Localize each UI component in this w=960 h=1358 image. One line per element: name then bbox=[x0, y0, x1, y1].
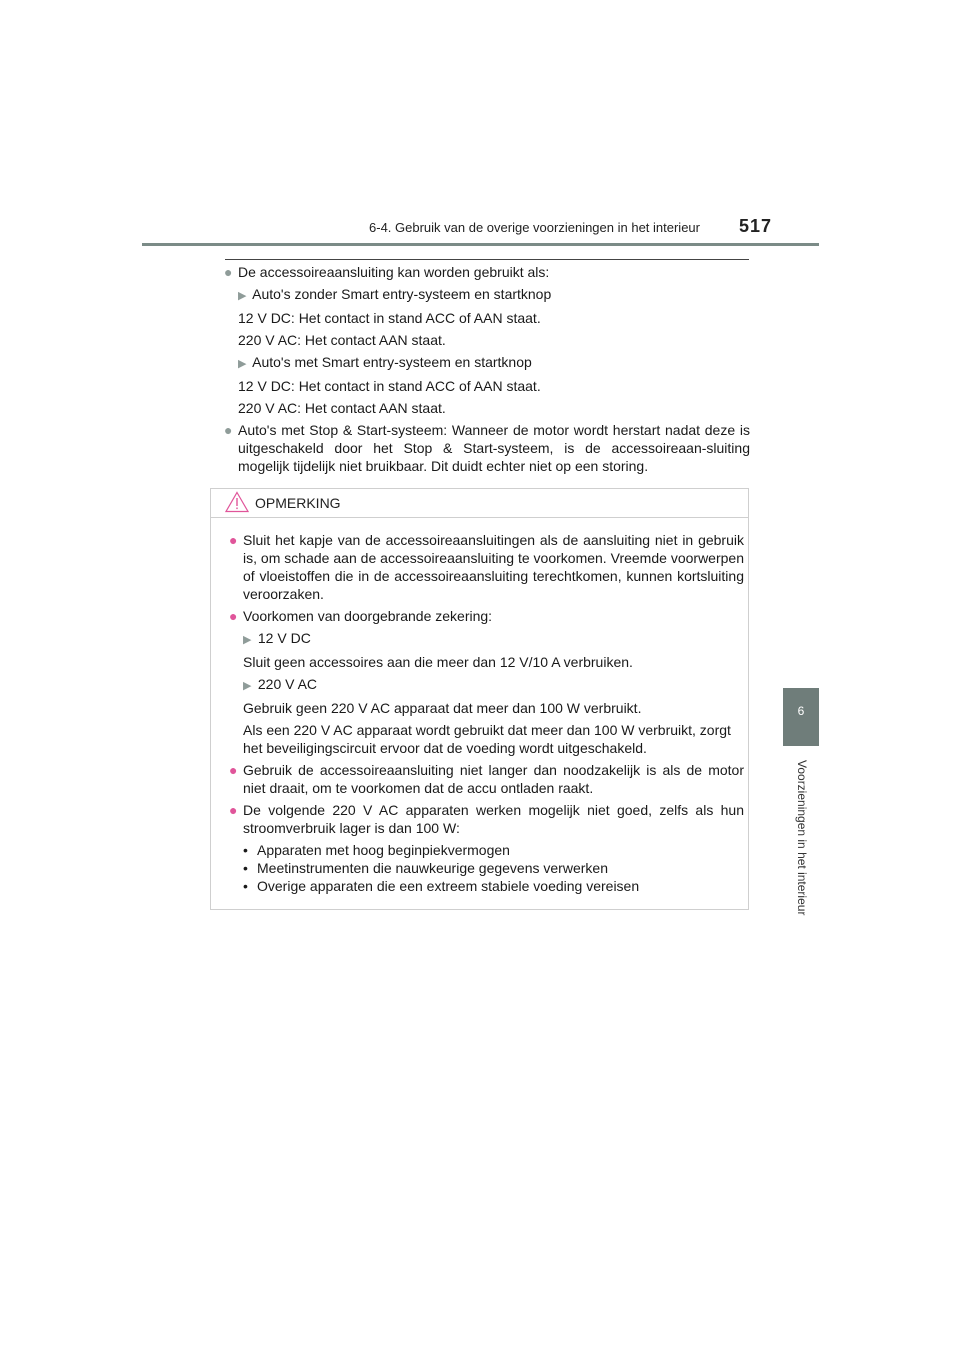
list-item: ● Voorkomen van doorgebrande zekering: bbox=[229, 608, 493, 624]
list-item: ● Sluit het kapje van de accessoireaansluitingen als de aansluiting niet in gebruik is, om schade aan de accessoireaansluiting te voorkomen. Vreemde voorwerpen of vloeistoffen die in de accessoireaansluiting terechtkomen, kunnen kortsluiting veroorzaken. bbox=[229, 532, 744, 602]
text-line: 220 V AC: Het contact AAN staat. bbox=[238, 332, 446, 348]
list-item: • Apparaten met hoog beginpiekvermogen bbox=[243, 842, 510, 858]
header-rule bbox=[142, 243, 819, 246]
list-item: • Overige apparaten die een extreem stabiele voeding vereisen bbox=[243, 878, 640, 894]
bullet-icon: ● bbox=[224, 264, 233, 280]
list-item: ● De volgende 220 V AC apparaten werken mogelijk niet goed, zelfs als hun stroomverbruik lager is dan 100 W: bbox=[229, 802, 744, 836]
text-line: Als een 220 V AC apparaat wordt gebruikt dat meer dan 100 W verbruikt, zorgt het beveiligingscircuit ervoor dat de voeding wordt uitgeschakeld. bbox=[243, 722, 731, 756]
chapter-tab: 6 bbox=[783, 688, 819, 746]
list-item: ● Auto's met Stop & Start-systeem: Wanneer de motor wordt herstart nadat deze is uitgeschakeld door het Stop & Start-systeem, is de accessoireaan-sluiting mogelijk tijdelijk niet bruikbaar. Dit duidt echter niet op een storing. bbox=[224, 422, 750, 474]
text-line: 12 V DC: Het contact in stand ACC of AAN staat. bbox=[238, 378, 541, 394]
section-rule bbox=[225, 259, 749, 260]
text-line: Gebruik geen 220 V AC apparaat dat meer dan 100 W verbruikt. bbox=[243, 700, 642, 716]
list-item: ● Gebruik de accessoireaansluiting niet langer dan noodzakelijk is als de motor niet draait, om te voorkomen dat de accu ontladen raakt. bbox=[229, 762, 744, 796]
sub-heading: ▶ Auto's zonder Smart entry-systeem en startknop bbox=[224, 285, 750, 305]
chapter-label: Voorzieningen in het interieur bbox=[795, 760, 809, 916]
notice-title: OPMERKING bbox=[255, 495, 341, 511]
text-line: Sluit geen accessoires aan die meer dan 12 V/10 A verbruiken. bbox=[243, 654, 633, 670]
bullet-icon: ● bbox=[229, 762, 238, 778]
bullet-icon: ● bbox=[229, 802, 238, 818]
arrow-right-icon: ▶ bbox=[243, 680, 252, 692]
notice-box bbox=[210, 488, 749, 910]
text-line: 220 V AC: Het contact AAN staat. bbox=[238, 400, 446, 416]
arrow-right-icon: ▶ bbox=[243, 634, 252, 646]
bullet-icon: ● bbox=[229, 608, 238, 624]
page-number: 517 bbox=[738, 216, 772, 236]
sub-heading: ▶ Auto's met Smart entry-systeem en startknop bbox=[224, 353, 750, 373]
text-line: 12 V DC: Het contact in stand ACC of AAN staat. bbox=[238, 310, 541, 326]
sub-heading: ▶ 220 V AC bbox=[229, 675, 744, 695]
bullet-icon: ● bbox=[229, 532, 238, 548]
main-content bbox=[224, 263, 750, 479]
bullet-icon: ● bbox=[224, 422, 233, 438]
notice-header bbox=[211, 489, 748, 518]
list-item: • Meetinstrumenten die nauwkeurige gegevens verwerken bbox=[243, 860, 608, 876]
arrow-right-icon: ▶ bbox=[238, 290, 247, 302]
list-item: ● De accessoireaansluiting kan worden gebruikt als: bbox=[224, 264, 550, 280]
notice-body bbox=[229, 531, 744, 895]
sub-heading: ▶ 12 V DC bbox=[229, 629, 744, 649]
page-header-title: 6-4. Gebruik van de overige voorzieningen in het interieur bbox=[369, 220, 700, 235]
arrow-right-icon: ▶ bbox=[238, 358, 247, 370]
warning-triangle-icon bbox=[225, 491, 249, 513]
